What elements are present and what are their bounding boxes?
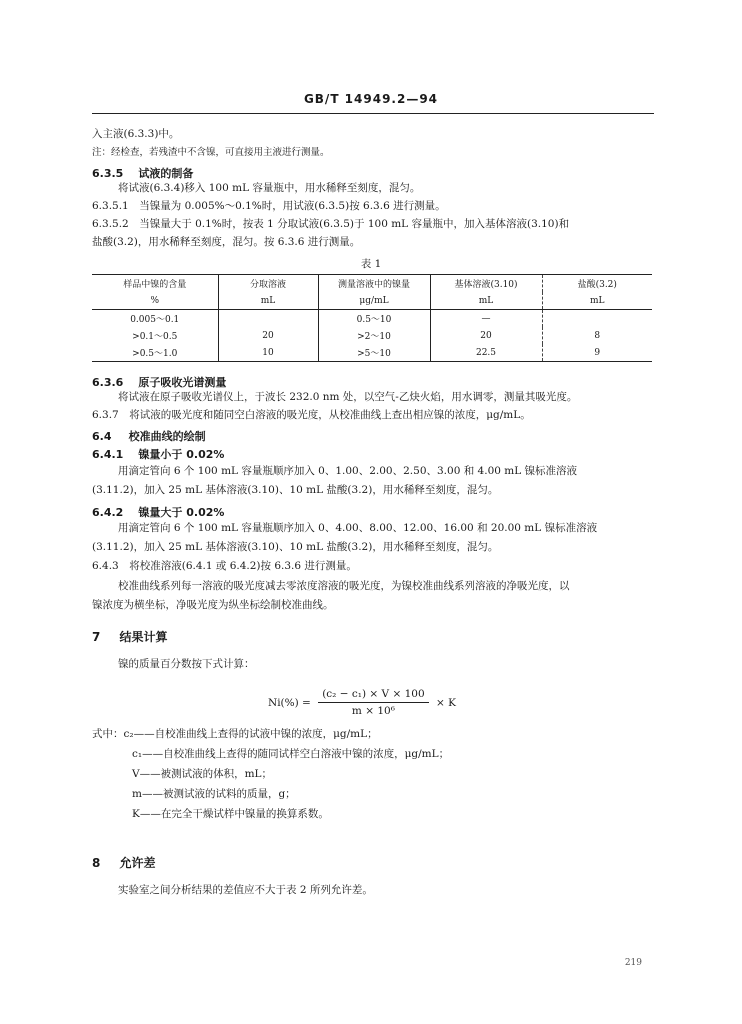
text-line: 入主液(6.3.3)中。 — [92, 128, 180, 140]
table-header-cell: 测量溶液中的镍量 — [318, 275, 430, 293]
table-header-cell: 基体溶液(3.10) — [430, 275, 542, 293]
text-line: (3.11.2)，加入 25 mL 基体溶液(3.10)、10 mL 盐酸(3.2)，用水稀释至刻度，混匀。 — [92, 541, 499, 553]
section-title: 原子吸收光谱测量 — [138, 376, 227, 389]
section-number: 6.3.6 — [92, 376, 124, 389]
table-cell — [542, 310, 652, 328]
header-rule — [92, 113, 654, 114]
text-line: 6.3.5.1 当镍量为 0.005%～0.1%时，用试液(6.3.5)按 6.3.6 进行测量。 — [92, 200, 446, 212]
text-line: 用滴定管向 6 个 100 mL 容量瓶顺序加入 0、4.00、8.00、12.00、16.00 和 20.00 mL 镍标准溶液 — [118, 522, 598, 534]
table-header-cell: 分取溶液 — [218, 275, 318, 293]
formula-numerator: (c₂ − c₁) × V × 100 — [318, 688, 428, 703]
note-line: 注：经检查，若残渣中不含镍，可直接用主液进行测量。 — [92, 147, 330, 158]
formula-denominator: m × 10⁶ — [351, 705, 395, 717]
formula-lhs: Ni(%) = — [268, 696, 311, 709]
text-line: (3.11.2)，加入 25 mL 基体溶液(3.10)、10 mL 盐酸(3.2)，用水稀释至刻度，混匀。 — [92, 484, 499, 496]
section-number: 6.3.5 — [92, 167, 124, 180]
section-title: 试液的制备 — [138, 167, 194, 180]
section-heading — [92, 626, 167, 645]
section-heading — [92, 443, 224, 462]
where-line: V——被测试液的体积，mL； — [132, 768, 273, 780]
page-number: 219 — [624, 958, 642, 968]
text-line: 镍的质量百分数按下式计算： — [118, 658, 255, 670]
section-title: 校准曲线的绘制 — [128, 430, 206, 443]
table-cell: — — [430, 310, 542, 328]
text-line: 将试液(6.3.4)移入 100 mL 容量瓶中，用水稀释至刻度，混匀。 — [118, 182, 421, 194]
table-cell: 22.5 — [430, 344, 542, 362]
where-line: K——在完全干燥试样中镍量的换算系数。 — [132, 808, 329, 820]
text-line: 6.3.5.2 当镍量大于 0.1%时，按表 1 分取试液(6.3.5)于 100 mL 容量瓶中，加入基体溶液(3.10)和 — [92, 218, 570, 230]
table-unit-cell: mL — [430, 292, 542, 310]
table-cell: 8 — [542, 327, 652, 344]
text-line: 校准曲线系列每一溶液的吸光度减去零浓度溶液的吸光度，为镍校准曲线系列溶液的净吸光度，以 — [118, 580, 570, 592]
section-number: 7 — [92, 630, 101, 644]
text-line: 镍浓度为横坐标，净吸光度为纵坐标绘制校准曲线。 — [92, 599, 334, 611]
section-title: 结果计算 — [119, 630, 168, 644]
table-cell: 20 — [430, 327, 542, 344]
where-line: c₁——自校准曲线上查得的随同试样空白溶液中镍的浓度，μg/mL； — [132, 748, 450, 760]
result-formula — [268, 688, 456, 717]
text-line: 6.4.3 将校准溶液(6.4.1 或 6.4.2)按 6.3.6 进行测量。 — [92, 560, 357, 572]
section-number: 6.4 — [92, 430, 112, 443]
section-title: 允许差 — [119, 856, 156, 870]
table-header-cell: 盐酸(3.2) — [542, 275, 652, 293]
formula-fraction — [318, 688, 428, 717]
table-cell: 0.005～0.1 — [130, 315, 180, 325]
formula-rhs: × K — [435, 696, 456, 709]
text-line: 用滴定管向 6 个 100 mL 容量瓶顺序加入 0、1.00、2.00、2.50、3.00 和 4.00 mL 镍标准溶液 — [118, 465, 578, 477]
table-unit-cell: μg/mL — [318, 292, 430, 310]
table-cell: >0.1～0.5 — [132, 332, 178, 342]
section-number: 6.4.1 — [92, 448, 124, 461]
section-number: 6.4.2 — [92, 506, 124, 519]
section-heading — [92, 162, 193, 181]
section-number: 8 — [92, 856, 101, 870]
table-cell: >2～10 — [318, 327, 430, 344]
text-line: 盐酸(3.2)，用水稀释至刻度，混匀。按 6.3.6 进行测量。 — [92, 236, 361, 248]
table-cell: >0.5～1.0 — [92, 344, 218, 362]
text-line: 将试液在原子吸收光谱仪上，于波长 232.0 nm 处，以空气-乙炔火焰，用水调零，测量其吸光度。 — [118, 391, 578, 403]
table-unit-cell: % — [92, 292, 218, 310]
where-line: 式中：c₂——自校准曲线上查得的试液中镍的浓度，μg/mL； — [92, 728, 378, 740]
table-unit-cell: mL — [218, 292, 318, 310]
table-row — [92, 310, 652, 328]
section-heading — [92, 425, 206, 444]
table-row — [92, 344, 652, 362]
table-1 — [92, 274, 652, 362]
table-cell: 0.5～10 — [318, 310, 430, 328]
table-cell: 10 — [218, 344, 318, 362]
section-heading — [92, 371, 226, 390]
table-units-row — [92, 292, 652, 310]
table-cell — [218, 310, 318, 328]
section-heading — [92, 501, 224, 520]
table-row — [92, 327, 652, 344]
table-header-cell: 样品中镍的含量 — [92, 275, 218, 293]
text-line: 实验室之间分析结果的差值应不大于表 2 所列允许差。 — [118, 884, 373, 896]
section-title: 镍量小于 0.02% — [138, 448, 225, 461]
page-header: GB/T 14949.2—94 — [303, 92, 439, 106]
text-line: 6.3.7 将试液的吸光度和随同空白溶液的吸光度，从校准曲线上查出相应镍的浓度，μg/mL。 — [92, 409, 531, 421]
table-cell: 20 — [218, 327, 318, 344]
table-title: 表 1 — [360, 258, 382, 270]
table-cell: >5～10 — [318, 344, 430, 362]
section-title: 镍量大于 0.02% — [138, 506, 225, 519]
section-heading — [92, 852, 155, 871]
table-header-row — [92, 275, 652, 293]
where-line: m——被测试液的试料的质量，g； — [132, 788, 296, 800]
table-cell: 9 — [542, 344, 652, 362]
table-unit-cell: mL — [542, 292, 652, 310]
